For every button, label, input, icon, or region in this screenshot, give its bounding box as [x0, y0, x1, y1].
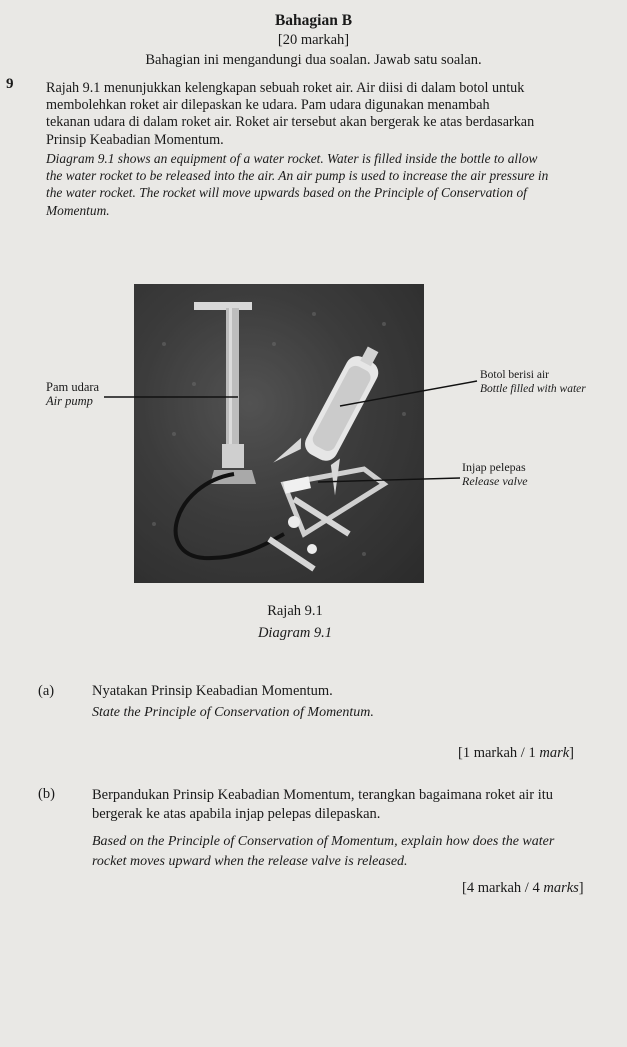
malay-line: Prinsip Keabadian Momentum. — [46, 131, 224, 148]
english-line: Momentum. — [46, 202, 110, 218]
valve-label — [462, 460, 528, 488]
part-a-malay: Nyatakan Prinsip Keabadian Momentum. — [92, 683, 333, 699]
pump-label — [46, 380, 99, 408]
diagram-caption-english: Diagram 9.1 — [257, 625, 333, 641]
valve-label-english: Release valve — [462, 474, 528, 488]
english-line: Diagram 9.1 shows an equipment of a water rocket. Water is filled inside the bottle to allow — [46, 151, 538, 166]
malay-line: membolehkan roket air dilepaskan ke udara. Pam udara digunakan menambah — [46, 97, 490, 114]
part-a-letter: (a) — [38, 683, 55, 699]
part-b-english — [92, 832, 622, 872]
part-b-malay-line: Berpandukan Prinsip Keabadian Momentum, terangkan bagaimana roket air itu — [92, 787, 554, 803]
section-instruction: Bahagian ini mengandungi dua soalan. Jawab satu soalan. — [145, 52, 482, 68]
part-b-malay — [92, 786, 622, 824]
part-b-english-line: rocket moves upward when the release valve is released. — [92, 854, 408, 869]
part-b-malay-line: bergerak ke atas apabila injap pelepas dilepaskan. — [92, 806, 381, 822]
part-a-marks: [1 markah / 1 mark] — [458, 745, 574, 761]
english-line: the water rocket to be released into the air. An air pump is used to increase the air pressure in — [46, 168, 549, 184]
english-line: the water rocket. The rocket will move upwards based on the Principle of Conservation of — [46, 185, 527, 201]
part-b-english-line: Based on the Principle of Conservation of Momentum, explain how does the water — [92, 834, 555, 849]
bottle-leader-line — [340, 381, 477, 406]
malay-line: tekanan udara di dalam roket air. Roket air tersebut akan bergerak ke atas berdasarkan — [46, 114, 535, 131]
part-b-marks: [4 markah / 4 marks] — [462, 880, 584, 896]
section-title: Bahagian B — [274, 12, 353, 29]
section-marks: [20 markah] — [277, 32, 350, 48]
bottle-label — [480, 368, 586, 396]
malay-line: Rajah 9.1 menunjukkan kelengkapan sebuah roket air. Air diisi di dalam botol untuk — [46, 80, 525, 96]
pump-label-malay: Pam udara — [46, 380, 100, 394]
pump-label-english: Air pump — [46, 394, 93, 408]
bottle-label-malay: Botol berisi air — [480, 369, 549, 381]
bottle-label-english: Bottle filled with water — [480, 383, 586, 395]
question-number: 9 — [6, 76, 14, 92]
valve-label-malay: Injap pelepas — [462, 460, 526, 474]
diagram-caption-malay: Rajah 9.1 — [267, 603, 323, 619]
part-b-letter: (b) — [38, 786, 55, 802]
valve-leader-line — [318, 478, 460, 482]
part-a-english: State the Principle of Conservation of Momentum. — [92, 705, 374, 720]
